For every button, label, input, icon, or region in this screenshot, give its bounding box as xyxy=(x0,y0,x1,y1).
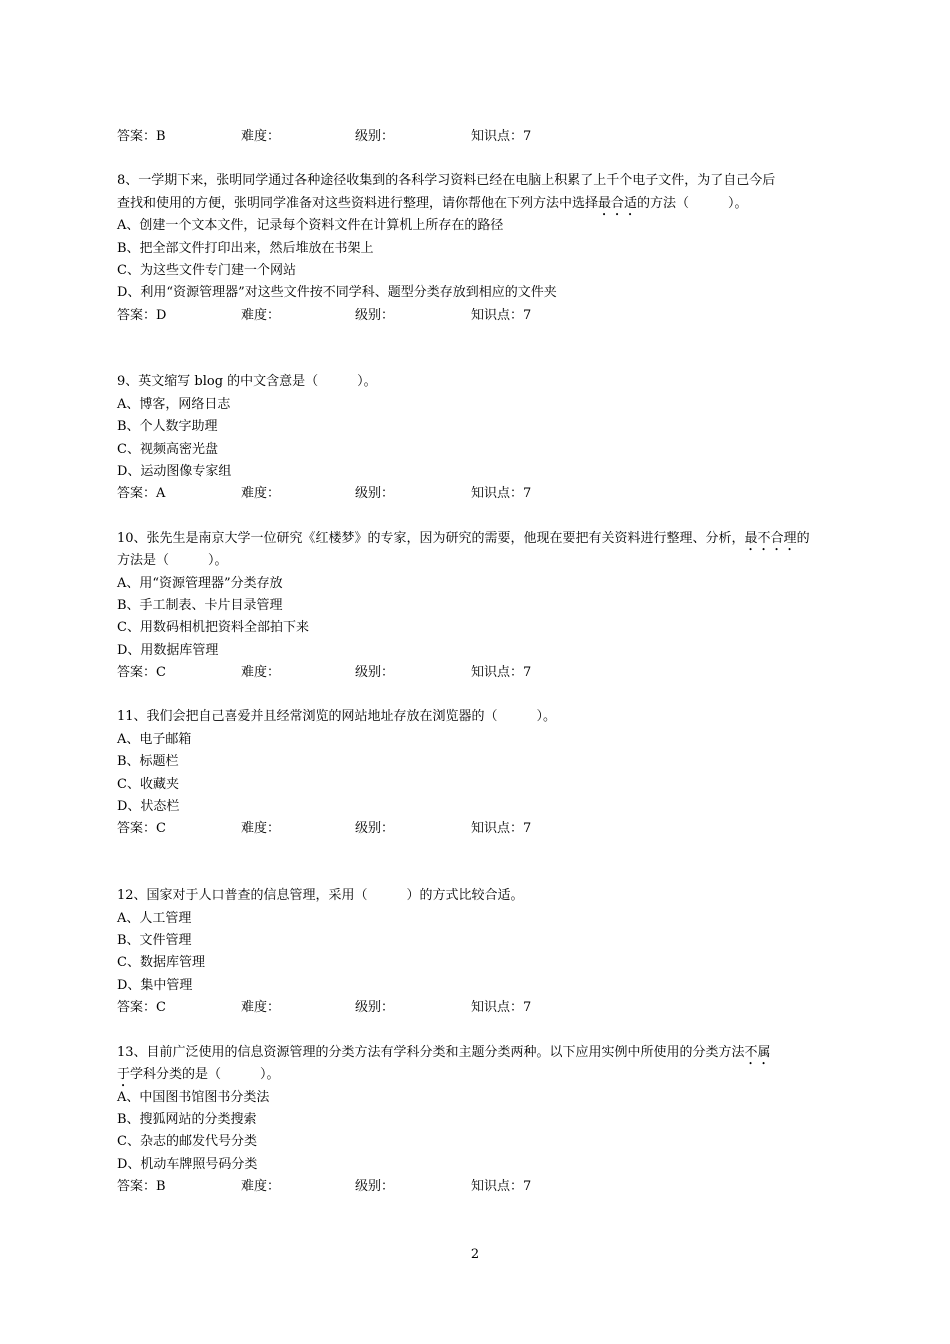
question-9-option-c: C、视频高密光盘 xyxy=(117,442,218,457)
question-13-option-a: A、中国图书馆图书分类法 xyxy=(117,1090,270,1105)
answer-field: 答案：C xyxy=(117,1000,166,1015)
question-8-stem-line-2: 查找和使用的方便，张明同学准备对这些资料进行整理，请你帮他在下列方法中选择最合适的方法（ ）。 xyxy=(117,196,748,211)
difficulty-field: 难度： xyxy=(241,821,281,836)
difficulty-field: 难度： xyxy=(241,129,281,144)
question-11-stem: 11、我们会把自己喜爱并且经常浏览的网站地址存放在浏览器的（ ）。 xyxy=(117,709,557,724)
question-8-option-c: C、为这些文件专门建一个网站 xyxy=(117,263,296,278)
knowledge-field: 知识点：7 xyxy=(471,486,532,501)
level-field: 级别： xyxy=(355,129,395,144)
question-11-option-d: D、状态栏 xyxy=(117,799,180,814)
level-field: 级别： xyxy=(355,665,395,680)
knowledge-field: 知识点：7 xyxy=(471,821,532,836)
difficulty-field: 难度： xyxy=(241,486,281,501)
question-13-stem-line-2: 于学科分类的是（ ）。 xyxy=(117,1067,280,1082)
level-field: 级别： xyxy=(355,308,395,323)
difficulty-field: 难度： xyxy=(241,308,281,323)
emphasis-text: 不属 xyxy=(744,1045,771,1060)
knowledge-field: 知识点：7 xyxy=(471,308,532,323)
page-number: 2 xyxy=(470,1247,480,1262)
emphasis-text: 于 xyxy=(117,1067,131,1082)
question-13-stem-line-1: 13、目前广泛使用的信息资源管理的分类方法有学科分类和主题分类两种。以下应用实例中所使用的分类方法不属 xyxy=(117,1045,771,1060)
question-11-option-b: B、标题栏 xyxy=(117,754,179,769)
difficulty-field: 难度： xyxy=(241,1000,281,1015)
question-13-option-c: C、杂志的邮发代号分类 xyxy=(117,1134,257,1149)
question-13-option-b: B、搜狐网站的分类搜索 xyxy=(117,1112,257,1127)
question-9-option-b: B、个人数字助理 xyxy=(117,419,218,434)
question-8-option-b: B、把全部文件打印出来，然后堆放在书架上 xyxy=(117,241,374,256)
level-field: 级别： xyxy=(355,1179,395,1194)
answer-field: 答案：C xyxy=(117,665,166,680)
knowledge-field: 知识点：7 xyxy=(471,1179,532,1194)
question-12-option-a: A、人工管理 xyxy=(117,911,192,926)
level-field: 级别： xyxy=(355,821,395,836)
question-12-option-d: D、集中管理 xyxy=(117,978,193,993)
answer-field: 答案：A xyxy=(117,486,166,501)
knowledge-field: 知识点：7 xyxy=(471,665,532,680)
level-field: 级别： xyxy=(355,486,395,501)
answer-field: 答案：C xyxy=(117,821,166,836)
difficulty-field: 难度： xyxy=(241,1179,281,1194)
knowledge-field: 知识点：7 xyxy=(471,1000,532,1015)
question-9-stem: 9、英文缩写 blog 的中文含意是（ ）。 xyxy=(117,374,377,389)
knowledge-field: 知识点：7 xyxy=(471,129,532,144)
emphasis-text: 最合适 xyxy=(598,196,638,211)
question-10-option-c: C、用数码相机把资料全部拍下来 xyxy=(117,620,309,635)
question-10-option-a: A、用“资源管理器”分类存放 xyxy=(117,576,283,591)
level-field: 级别： xyxy=(355,1000,395,1015)
question-9-option-a: A、博客，网络日志 xyxy=(117,397,231,412)
answer-field: 答案：B xyxy=(117,1179,166,1194)
question-10-option-d: D、用数据库管理 xyxy=(117,643,219,658)
question-13-option-d: D、机动车牌照号码分类 xyxy=(117,1157,258,1172)
question-8-option-a: A、创建一个文本文件，记录每个资料文件在计算机上所存在的路径 xyxy=(117,218,504,233)
emphasis-text: 最不合理 xyxy=(744,531,797,546)
question-11-option-a: A、电子邮箱 xyxy=(117,732,192,747)
question-12-option-c: C、数据库管理 xyxy=(117,955,205,970)
question-8-option-d: D、利用“资源管理器”对这些文件按不同学科、题型分类存放到相应的文件夹 xyxy=(117,285,557,300)
question-12-stem: 12、国家对于人口普查的信息管理，采用（ ）的方式比较合适。 xyxy=(117,888,524,903)
question-9-option-d: D、运动图像专家组 xyxy=(117,464,232,479)
answer-field: 答案：D xyxy=(117,308,167,323)
question-10-stem-line-1: 10、张先生是南京大学一位研究《红楼梦》的专家，因为研究的需要，他现在要把有关资料进行整理、分析，最不合理的 xyxy=(117,531,810,546)
answer-field: 答案：B xyxy=(117,129,166,144)
question-11-option-c: C、收藏夹 xyxy=(117,777,179,792)
question-10-option-b: B、手工制表、卡片目录管理 xyxy=(117,598,283,613)
question-12-option-b: B、文件管理 xyxy=(117,933,192,948)
difficulty-field: 难度： xyxy=(241,665,281,680)
question-10-stem-line-2: 方法是（ ）。 xyxy=(117,553,228,568)
question-8-stem-line-1: 8、一学期下来，张明同学通过各种途径收集到的各科学习资料已经在电脑上积累了上千个电子文件，为了自己今后 xyxy=(117,173,776,188)
